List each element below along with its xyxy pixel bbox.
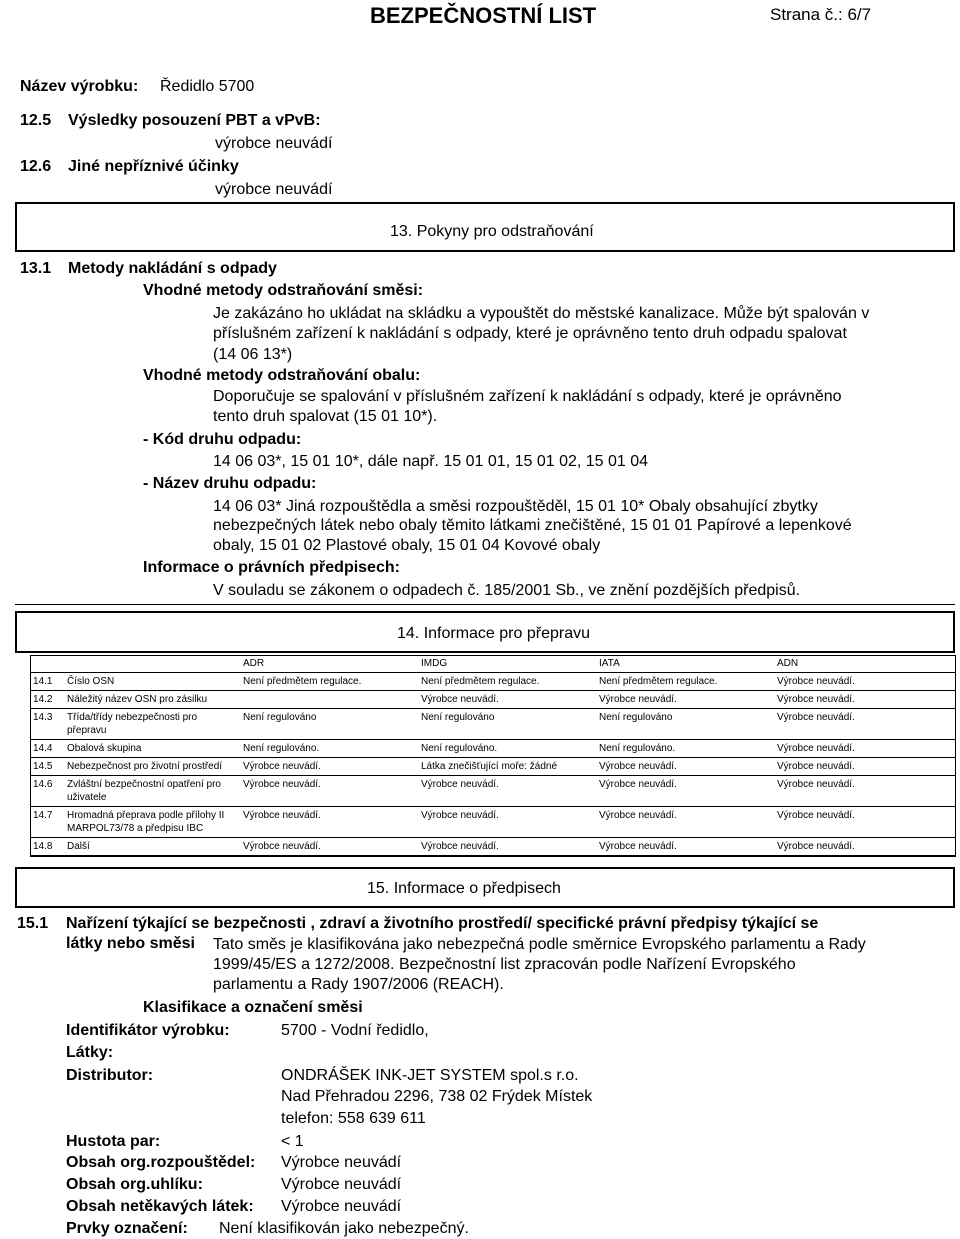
table-cell: 14.6 xyxy=(30,776,64,807)
table-cell: Výrobce neuvádí. xyxy=(240,758,418,776)
table-row xyxy=(30,691,956,709)
table-cell: Není regulováno. xyxy=(240,740,418,758)
classification-heading: Klasifikace a označení směsi xyxy=(143,999,363,1016)
column-header: IMDG xyxy=(418,655,596,673)
regulation-text-line-3: parlamentu a Rady 1907/2006 (REACH). xyxy=(213,976,504,993)
table-row xyxy=(30,838,956,856)
table-cell: Výrobce neuvádí. xyxy=(418,691,596,709)
table-cell: Výrobce neuvádí. xyxy=(774,776,956,807)
table-cell: Třída/třídy nebezpečnosti pro přepravu xyxy=(64,709,240,740)
section-14-title: 14. Informace pro přepravu xyxy=(397,625,590,642)
waste-code-value: 14 06 03*, 15 01 10*, dále např. 15 01 01, 15 01 02, 15 01 04 xyxy=(213,453,649,470)
mixture-disposal-label: Vhodné metody odstraňování směsi: xyxy=(143,282,424,299)
section-13-header-box xyxy=(15,202,955,252)
table-cell: 14.8 xyxy=(30,838,64,856)
table-cell: Náležitý název OSN pro zásilku xyxy=(64,691,240,709)
waste-code-label: - Kód druhu odpadu: xyxy=(143,431,302,448)
section-15-1-title-line-1: Nařízení týkající se bezpečnosti , zdraví a životního prostředí/ specifické právní předpisy týkající se xyxy=(66,915,819,932)
distributor-address: Nad Přehradou 2296, 738 02 Frýdek Místek xyxy=(281,1088,593,1105)
column-header: IATA xyxy=(596,655,774,673)
packaging-disposal-label: Vhodné metody odstraňování obalu: xyxy=(143,367,421,384)
table-cell: Výrobce neuvádí. xyxy=(774,758,956,776)
regulation-text-line-2: 1999/45/ES a 1272/2008. Bezpečnostní list zpracován podle Nařízení Evropského xyxy=(213,956,796,973)
table-cell: Není předmětem regulace. xyxy=(240,673,418,691)
waste-name-label: - Název druhu odpadu: xyxy=(143,475,317,492)
vapour-density-label: Hustota par: xyxy=(66,1133,161,1150)
table-cell: Výrobce neuvádí. xyxy=(774,807,956,838)
packaging-disposal-line-2: tento druh spalovat (15 01 10*). xyxy=(213,408,438,425)
section-13-1-number: 13.1 xyxy=(20,260,52,277)
table-cell: 14.3 xyxy=(30,709,64,740)
legal-info-label: Informace o právních předpisech: xyxy=(143,559,400,576)
table-cell: 14.5 xyxy=(30,758,64,776)
table-cell: 14.4 xyxy=(30,740,64,758)
table-cell: Výrobce neuvádí. xyxy=(774,673,956,691)
table-cell: Výrobce neuvádí. xyxy=(596,758,774,776)
table-cell: Výrobce neuvádí. xyxy=(240,776,418,807)
table-cell: Výrobce neuvádí. xyxy=(240,807,418,838)
section-13-title: 13. Pokyny pro odstraňování xyxy=(390,223,594,240)
column-header xyxy=(30,655,64,673)
table-cell: 14.7 xyxy=(30,807,64,838)
column-header: ADR xyxy=(240,655,418,673)
label-elements-value: Není klasifikován jako nebezpečný. xyxy=(219,1220,469,1237)
table-cell: Látka znečišťující moře: žádné xyxy=(418,758,596,776)
table-cell xyxy=(240,691,418,709)
table-cell: Výrobce neuvádí. xyxy=(596,691,774,709)
table-cell: Výrobce neuvádí. xyxy=(774,740,956,758)
section-12-6-value: výrobce neuvádí xyxy=(215,181,333,198)
section-15-header-box xyxy=(15,867,955,908)
divider xyxy=(15,604,955,605)
table-cell: Výrobce neuvádí. xyxy=(774,709,956,740)
table-cell: Není předmětem regulace. xyxy=(596,673,774,691)
product-identifier-label: Identifikátor výrobku: xyxy=(66,1022,230,1039)
carbon-content-label: Obsah org.uhlíku: xyxy=(66,1176,203,1193)
table-cell: Výrobce neuvádí. xyxy=(418,838,596,856)
distributor-phone: telefon: 558 639 611 xyxy=(281,1110,426,1127)
table-cell: Není regulováno xyxy=(418,709,596,740)
regulation-text-line-1: Tato směs je klasifikována jako nebezpečná podle směrnice Evropského parlamentu a Rady xyxy=(213,936,866,953)
table-cell: Výrobce neuvádí. xyxy=(418,776,596,807)
waste-name-line-1: 14 06 03* Jiná rozpouštědla a směsi rozpouštěděl, 15 01 10* Obaly obsahující zbytky xyxy=(213,498,818,515)
mixture-disposal-line-1: Je zakázáno ho ukládat na skládku a vypouštět do městské kanalizace. Může být spalován v xyxy=(213,305,870,322)
section-15-1-title-line-2: látky nebo směsi xyxy=(66,935,195,952)
table-cell: Další xyxy=(64,838,240,856)
section-13-1-title: Metody nakládání s odpady xyxy=(68,260,277,277)
table-cell: 14.1 xyxy=(30,673,64,691)
carbon-content-value: Výrobce neuvádí xyxy=(281,1176,402,1193)
table-row xyxy=(30,673,956,691)
column-header: ADN xyxy=(774,655,956,673)
table-cell: Hromadná přeprava podle přílohy II MARPOL73/78 a předpisu IBC xyxy=(64,807,240,838)
product-label: Název výrobku: xyxy=(20,78,139,95)
legal-info-value: V souladu se zákonem o odpadech č. 185/2001 Sb., ve znění pozdějších předpisů. xyxy=(213,582,801,599)
product-name: Ředidlo 5700 xyxy=(160,78,255,95)
product-identifier-value: 5700 - Vodní ředidlo, xyxy=(281,1022,429,1039)
section-14-header-box xyxy=(15,611,955,653)
section-12-5-title: Výsledky posouzení PBT a vPvB: xyxy=(68,112,321,129)
table-header-row xyxy=(30,655,956,673)
table-row xyxy=(30,740,956,758)
section-15-1-number: 15.1 xyxy=(17,915,49,932)
table-cell: Obalová skupina xyxy=(64,740,240,758)
mixture-disposal-line-2: příslušném zařízení k nakládání s odpady, které je oprávněno tento druh odpadu spalovat xyxy=(213,325,847,342)
table-cell: Číslo OSN xyxy=(64,673,240,691)
transport-table xyxy=(30,655,956,856)
page-number: Strana č.: 6/7 xyxy=(770,5,872,24)
table-cell: Výrobce neuvádí. xyxy=(774,838,956,856)
distributor-name: ONDRÁŠEK INK-JET SYSTEM spol.s r.o. xyxy=(281,1067,579,1084)
nonvolatile-content-label: Obsah netěkavých látek: xyxy=(66,1198,254,1215)
section-12-6-title: Jiné nepříznivé účinky xyxy=(68,158,239,175)
table-row xyxy=(30,807,956,838)
document-title: BEZPEČNOSTNÍ LIST xyxy=(370,3,597,28)
table-cell: Výrobce neuvádí. xyxy=(596,838,774,856)
table-cell: Není předmětem regulace. xyxy=(418,673,596,691)
section-15-title: 15. Informace o předpisech xyxy=(367,880,561,897)
section-12-5-number: 12.5 xyxy=(20,112,52,129)
table-row xyxy=(30,758,956,776)
table-cell: Není regulováno xyxy=(596,709,774,740)
solvent-content-label: Obsah org.rozpouštědel: xyxy=(66,1154,256,1171)
table-cell: Zvláštní bezpečnostní opatření pro uživatele xyxy=(64,776,240,807)
column-header xyxy=(64,655,240,673)
vapour-density-value: < 1 xyxy=(281,1133,304,1150)
table-row xyxy=(30,709,956,740)
section-12-6-number: 12.6 xyxy=(20,158,52,175)
table-cell: Výrobce neuvádí. xyxy=(596,807,774,838)
distributor-label: Distributor: xyxy=(66,1067,154,1084)
table-cell: Není regulováno. xyxy=(596,740,774,758)
table-cell: Nebezpečnost pro životní prostředí xyxy=(64,758,240,776)
table-row xyxy=(30,776,956,807)
waste-name-line-3: obaly, 15 01 02 Plastové obaly, 15 01 04 Kovové obaly xyxy=(213,537,601,554)
nonvolatile-content-value: Výrobce neuvádí xyxy=(281,1198,402,1215)
table-cell: Výrobce neuvádí. xyxy=(240,838,418,856)
label-elements-label: Prvky označení: xyxy=(66,1220,188,1237)
packaging-disposal-line-1: Doporučuje se spalování v příslušném zařízení k nakládání s odpady, které je oprávněno xyxy=(213,388,842,405)
table-cell: Výrobce neuvádí. xyxy=(418,807,596,838)
table-cell: Není regulováno xyxy=(240,709,418,740)
table-cell: Výrobce neuvádí. xyxy=(774,691,956,709)
solvent-content-value: Výrobce neuvádí xyxy=(281,1154,402,1171)
substances-label: Látky: xyxy=(66,1044,114,1061)
waste-name-line-2: nebezpečných látek nebo obaly těmito látkami znečištěné, 15 01 01 Papírové a lepenkové xyxy=(213,517,852,534)
table-cell: Není regulováno. xyxy=(418,740,596,758)
table-cell: 14.2 xyxy=(30,691,64,709)
section-12-5-value: výrobce neuvádí xyxy=(215,135,333,152)
table-cell: Výrobce neuvádí. xyxy=(596,776,774,807)
mixture-disposal-line-3: (14 06 13*) xyxy=(213,346,293,363)
